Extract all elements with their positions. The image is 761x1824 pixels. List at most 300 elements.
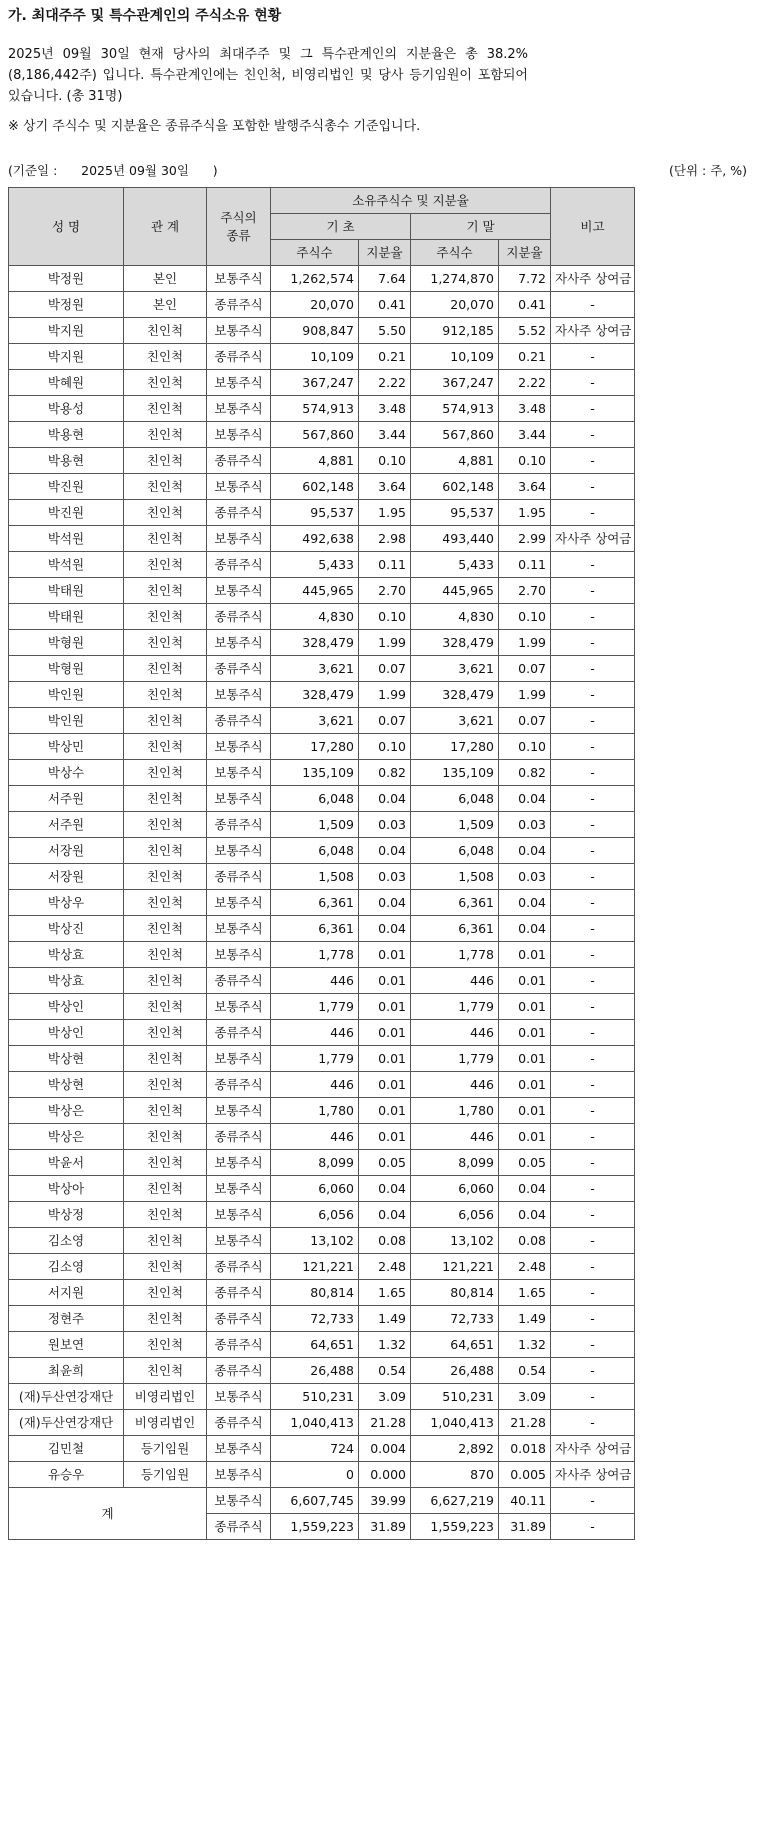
cell-end-ratio: 0.21 [499,344,551,370]
cell-end-shares: 567,860 [411,422,499,448]
cell-end-ratio: 3.48 [499,396,551,422]
cell-remark: - [551,942,635,968]
cell-stock-type: 보통주식 [207,474,271,500]
cell-begin-shares: 4,830 [271,604,359,630]
header-begin-shares: 주식수 [271,240,359,266]
cell-begin-ratio: 0.07 [359,708,411,734]
cell-end-shares: 72,733 [411,1306,499,1332]
total-begin-ratio: 39.99 [359,1488,411,1514]
cell-end-ratio: 0.01 [499,1072,551,1098]
cell-begin-shares: 492,638 [271,526,359,552]
cell-name: 서장원 [9,838,124,864]
header-remark: 비고 [551,188,635,266]
section-title: 가. 최대주주 및 특수관계인의 주식소유 현황 [8,8,282,24]
cell-end-shares: 574,913 [411,396,499,422]
cell-stock-type: 종류주식 [207,864,271,890]
table-row [9,1254,635,1280]
cell-stock-type: 종류주식 [207,1280,271,1306]
cell-name: 박상현 [9,1046,124,1072]
cell-stock-type: 보통주식 [207,266,271,292]
table-row [9,812,635,838]
cell-relation: 친인척 [124,1150,207,1176]
cell-relation: 친인척 [124,994,207,1020]
cell-begin-ratio: 3.09 [359,1384,411,1410]
cell-name: 박상효 [9,942,124,968]
cell-begin-ratio: 0.01 [359,1046,411,1072]
cell-end-shares: 3,621 [411,656,499,682]
cell-stock-type: 종류주식 [207,1332,271,1358]
cell-stock-type: 보통주식 [207,786,271,812]
cell-begin-shares: 13,102 [271,1228,359,1254]
cell-relation: 친인척 [124,318,207,344]
cell-name: 박윤서 [9,1150,124,1176]
cell-end-shares: 446 [411,1124,499,1150]
cell-begin-ratio: 0.10 [359,448,411,474]
header-end-ratio: 지분율 [499,240,551,266]
cell-remark: - [551,396,635,422]
total-begin-shares: 1,559,223 [271,1514,359,1540]
cell-stock-type: 보통주식 [207,578,271,604]
cell-name: 박정원 [9,292,124,318]
cell-begin-shares: 1,262,574 [271,266,359,292]
cell-end-shares: 493,440 [411,526,499,552]
header-stock-type [207,188,271,266]
total-begin-shares: 6,607,745 [271,1488,359,1514]
cell-stock-type: 보통주식 [207,1436,271,1462]
cell-remark: - [551,1046,635,1072]
table-row [9,1098,635,1124]
cell-relation: 친인척 [124,422,207,448]
cell-end-shares: 446 [411,1072,499,1098]
cell-begin-ratio: 0.03 [359,864,411,890]
cell-end-ratio: 0.04 [499,1176,551,1202]
table-row [9,1176,635,1202]
cell-begin-shares: 6,048 [271,838,359,864]
cell-stock-type: 종류주식 [207,552,271,578]
cell-end-ratio: 0.01 [499,994,551,1020]
cell-name: 김민철 [9,1436,124,1462]
cell-end-shares: 6,361 [411,890,499,916]
cell-name: 김소영 [9,1254,124,1280]
cell-begin-ratio: 0.10 [359,734,411,760]
cell-begin-shares: 602,148 [271,474,359,500]
cell-remark: - [551,578,635,604]
intro-paragraph: 2025년 09월 30일 현재 당사의 최대주주 및 그 특수관계인의 지분율은 총 38.2%(8,186,442주) 입니다. 특수관계인에는 친인척, 비영리법인 및 당사 등기임원이 포함되어 있습니다. (총 31명) [8,47,528,104]
cell-begin-ratio: 1.65 [359,1280,411,1306]
table-row [9,838,635,864]
cell-begin-shares: 6,361 [271,916,359,942]
table-row [9,786,635,812]
cell-remark: - [551,968,635,994]
cell-relation: 친인척 [124,1254,207,1280]
cell-begin-ratio: 0.04 [359,786,411,812]
cell-remark: - [551,1254,635,1280]
cell-relation: 친인척 [124,1306,207,1332]
cell-relation: 친인척 [124,396,207,422]
cell-end-shares: 912,185 [411,318,499,344]
cell-stock-type: 보통주식 [207,526,271,552]
table-row [9,1436,635,1462]
cell-begin-ratio: 2.22 [359,370,411,396]
cell-begin-shares: 64,651 [271,1332,359,1358]
cell-remark: - [551,1358,635,1384]
cell-relation: 친인척 [124,838,207,864]
cell-end-shares: 8,099 [411,1150,499,1176]
table-row [9,552,635,578]
table-row [9,916,635,942]
cell-name: 박상아 [9,1176,124,1202]
total-label: 계 [9,1488,207,1540]
cell-relation: 친인척 [124,942,207,968]
cell-relation: 친인척 [124,1176,207,1202]
cell-remark: - [551,1072,635,1098]
cell-name: 박상인 [9,1020,124,1046]
cell-relation: 친인척 [124,630,207,656]
cell-name: 박상수 [9,760,124,786]
cell-end-ratio: 0.41 [499,292,551,318]
cell-begin-shares: 8,099 [271,1150,359,1176]
cell-remark: - [551,1332,635,1358]
cell-stock-type: 종류주식 [207,1410,271,1436]
basis-note: ※ 상기 주식수 및 지분율은 종류주식을 포함한 발행주식총수 기준입니다. [8,119,421,134]
cell-relation: 친인척 [124,1332,207,1358]
cell-relation: 친인척 [124,864,207,890]
cell-remark: - [551,1176,635,1202]
cell-relation: 친인척 [124,604,207,630]
cell-begin-shares: 445,965 [271,578,359,604]
cell-remark: - [551,1410,635,1436]
cell-begin-shares: 80,814 [271,1280,359,1306]
cell-relation: 친인척 [124,760,207,786]
total-end-ratio: 31.89 [499,1514,551,1540]
total-stock-type: 보통주식 [207,1488,271,1514]
table-row [9,1072,635,1098]
cell-name: 원보연 [9,1332,124,1358]
cell-begin-ratio: 0.03 [359,812,411,838]
cell-end-shares: 602,148 [411,474,499,500]
cell-end-ratio: 2.48 [499,1254,551,1280]
header-begin: 기 초 [271,214,411,240]
cell-stock-type: 보통주식 [207,370,271,396]
cell-remark: - [551,630,635,656]
table-row [9,292,635,318]
cell-end-ratio: 0.10 [499,734,551,760]
cell-begin-ratio: 3.44 [359,422,411,448]
total-begin-ratio: 31.89 [359,1514,411,1540]
cell-end-ratio: 3.44 [499,422,551,448]
cell-relation: 친인척 [124,370,207,396]
table-row [9,864,635,890]
cell-begin-ratio: 0.11 [359,552,411,578]
cell-relation: 친인척 [124,1228,207,1254]
cell-end-shares: 1,779 [411,994,499,1020]
table-row [9,1410,635,1436]
cell-relation: 친인척 [124,890,207,916]
table-row [9,422,635,448]
table-row [9,396,635,422]
cell-end-ratio: 0.10 [499,448,551,474]
cell-begin-ratio: 0.05 [359,1150,411,1176]
cell-name: 박상은 [9,1124,124,1150]
cell-stock-type: 종류주식 [207,1254,271,1280]
unit-label: (단위 : 주, %) [669,163,747,178]
cell-begin-ratio: 0.41 [359,292,411,318]
cell-name: 유승우 [9,1462,124,1488]
cell-remark: - [551,708,635,734]
cell-begin-ratio: 2.48 [359,1254,411,1280]
cell-begin-shares: 6,060 [271,1176,359,1202]
cell-relation: 본인 [124,266,207,292]
cell-end-shares: 135,109 [411,760,499,786]
cell-begin-shares: 446 [271,968,359,994]
cell-begin-shares: 4,881 [271,448,359,474]
total-end-shares: 6,627,219 [411,1488,499,1514]
cell-name: 박혜원 [9,370,124,396]
cell-stock-type: 보통주식 [207,1384,271,1410]
cell-stock-type: 보통주식 [207,682,271,708]
cell-name: (재)두산연강재단 [9,1410,124,1436]
cell-end-shares: 1,509 [411,812,499,838]
cell-relation: 친인척 [124,1358,207,1384]
cell-remark: - [551,344,635,370]
table-row [9,968,635,994]
cell-stock-type: 종류주식 [207,812,271,838]
cell-end-shares: 1,274,870 [411,266,499,292]
table-row [9,708,635,734]
cell-begin-ratio: 0.01 [359,968,411,994]
cell-remark: - [551,1124,635,1150]
cell-end-ratio: 0.11 [499,552,551,578]
cell-end-ratio: 0.03 [499,864,551,890]
table-row [9,890,635,916]
cell-end-shares: 95,537 [411,500,499,526]
cell-begin-shares: 3,621 [271,708,359,734]
cell-begin-ratio: 0.04 [359,1202,411,1228]
cell-begin-shares: 20,070 [271,292,359,318]
header-end-shares: 주식수 [411,240,499,266]
cell-remark: - [551,422,635,448]
cell-end-ratio: 7.72 [499,266,551,292]
cell-name: 서장원 [9,864,124,890]
cell-remark: - [551,604,635,630]
cell-stock-type: 보통주식 [207,1176,271,1202]
cell-begin-ratio: 0.04 [359,890,411,916]
cell-begin-shares: 1,508 [271,864,359,890]
cell-stock-type: 보통주식 [207,1202,271,1228]
cell-name: 박정원 [9,266,124,292]
cell-relation: 본인 [124,292,207,318]
cell-begin-shares: 0 [271,1462,359,1488]
table-row [9,1202,635,1228]
cell-begin-ratio: 0.01 [359,942,411,968]
table-row [9,760,635,786]
cell-stock-type: 종류주식 [207,292,271,318]
cell-remark: - [551,1020,635,1046]
cell-remark: 자사주 상여금 [551,266,635,292]
cell-remark: - [551,552,635,578]
cell-stock-type: 보통주식 [207,890,271,916]
cell-relation: 친인척 [124,578,207,604]
cell-remark: - [551,864,635,890]
cell-end-ratio: 0.07 [499,656,551,682]
cell-end-ratio: 1.65 [499,1280,551,1306]
cell-begin-ratio: 0.000 [359,1462,411,1488]
cell-stock-type: 종류주식 [207,656,271,682]
cell-name: 서주원 [9,812,124,838]
cell-begin-shares: 6,361 [271,890,359,916]
cell-relation: 친인척 [124,526,207,552]
table-row [9,344,635,370]
cell-begin-ratio: 0.01 [359,1124,411,1150]
cell-remark: - [551,682,635,708]
cell-end-ratio: 0.07 [499,708,551,734]
table-row [9,526,635,552]
total-remark: - [551,1514,635,1540]
cell-end-shares: 80,814 [411,1280,499,1306]
cell-name: 박상민 [9,734,124,760]
cell-end-shares: 6,048 [411,786,499,812]
cell-begin-shares: 17,280 [271,734,359,760]
cell-relation: 비영리법인 [124,1410,207,1436]
cell-name: 김소영 [9,1228,124,1254]
cell-remark: - [551,916,635,942]
cell-begin-shares: 1,780 [271,1098,359,1124]
cell-remark: - [551,1098,635,1124]
total-stock-type: 종류주식 [207,1514,271,1540]
cell-name: 박용성 [9,396,124,422]
cell-name: 박상정 [9,1202,124,1228]
cell-end-ratio: 0.04 [499,786,551,812]
cell-relation: 등기임원 [124,1436,207,1462]
cell-end-shares: 26,488 [411,1358,499,1384]
cell-end-shares: 446 [411,968,499,994]
cell-begin-shares: 446 [271,1072,359,1098]
cell-end-shares: 1,040,413 [411,1410,499,1436]
cell-remark: 자사주 상여금 [551,526,635,552]
cell-begin-shares: 446 [271,1124,359,1150]
cell-end-ratio: 0.04 [499,1202,551,1228]
cell-relation: 친인척 [124,786,207,812]
cell-end-ratio: 1.32 [499,1332,551,1358]
cell-begin-ratio: 0.01 [359,1098,411,1124]
cell-end-shares: 10,109 [411,344,499,370]
cell-end-shares: 5,433 [411,552,499,578]
cell-stock-type: 종류주식 [207,1306,271,1332]
cell-begin-shares: 367,247 [271,370,359,396]
cell-end-ratio: 0.04 [499,916,551,942]
cell-relation: 친인척 [124,500,207,526]
cell-name: 박상현 [9,1072,124,1098]
cell-end-shares: 64,651 [411,1332,499,1358]
cell-end-shares: 121,221 [411,1254,499,1280]
cell-end-shares: 1,779 [411,1046,499,1072]
cell-name: 서주원 [9,786,124,812]
cell-begin-ratio: 0.04 [359,1176,411,1202]
cell-end-shares: 2,892 [411,1436,499,1462]
cell-remark: - [551,656,635,682]
cell-name: 박상진 [9,916,124,942]
header-end: 기 말 [411,214,551,240]
cell-end-ratio: 0.08 [499,1228,551,1254]
cell-begin-shares: 5,433 [271,552,359,578]
cell-name: 박상인 [9,994,124,1020]
cell-begin-shares: 1,778 [271,942,359,968]
cell-end-ratio: 0.04 [499,838,551,864]
cell-remark: - [551,474,635,500]
cell-begin-shares: 135,109 [271,760,359,786]
table-row [9,1046,635,1072]
cell-begin-shares: 26,488 [271,1358,359,1384]
table-row [9,630,635,656]
cell-end-shares: 20,070 [411,292,499,318]
cell-relation: 친인척 [124,1072,207,1098]
table-row [9,1228,635,1254]
cell-name: 서지원 [9,1280,124,1306]
table-row [9,994,635,1020]
table-row [9,682,635,708]
cell-begin-ratio: 2.98 [359,526,411,552]
cell-relation: 친인척 [124,1046,207,1072]
cell-begin-ratio: 0.04 [359,838,411,864]
cell-remark: - [551,734,635,760]
cell-begin-shares: 6,048 [271,786,359,812]
cell-begin-ratio: 0.21 [359,344,411,370]
cell-begin-ratio: 2.70 [359,578,411,604]
cell-relation: 비영리법인 [124,1384,207,1410]
cell-begin-ratio: 0.82 [359,760,411,786]
cell-stock-type: 보통주식 [207,760,271,786]
table-row [9,604,635,630]
cell-stock-type: 보통주식 [207,1098,271,1124]
cell-relation: 친인척 [124,734,207,760]
cell-relation: 등기임원 [124,1462,207,1488]
table-row [9,1358,635,1384]
cell-relation: 친인척 [124,552,207,578]
cell-remark: - [551,500,635,526]
cell-remark: - [551,786,635,812]
header-relation: 관 계 [124,188,207,266]
total-remark: - [551,1488,635,1514]
cell-begin-shares: 95,537 [271,500,359,526]
cell-end-ratio: 21.28 [499,1410,551,1436]
table-row [9,500,635,526]
cell-begin-shares: 3,621 [271,656,359,682]
cell-stock-type: 보통주식 [207,396,271,422]
cell-name: 박태원 [9,578,124,604]
cell-end-ratio: 0.01 [499,968,551,994]
cell-stock-type: 보통주식 [207,422,271,448]
cell-end-shares: 4,881 [411,448,499,474]
cell-relation: 친인척 [124,1098,207,1124]
cell-end-shares: 17,280 [411,734,499,760]
header-name: 성 명 [9,188,124,266]
cell-stock-type: 종류주식 [207,344,271,370]
cell-end-ratio: 3.09 [499,1384,551,1410]
cell-name: 박형원 [9,656,124,682]
table-row [9,1332,635,1358]
cell-end-ratio: 1.99 [499,630,551,656]
cell-begin-shares: 574,913 [271,396,359,422]
table-row [9,942,635,968]
cell-remark: 자사주 상여금 [551,318,635,344]
shareholding-table [8,187,635,1540]
table-row [9,318,635,344]
cell-begin-ratio: 5.50 [359,318,411,344]
cell-end-shares: 1,778 [411,942,499,968]
cell-end-ratio: 0.03 [499,812,551,838]
cell-stock-type: 보통주식 [207,1150,271,1176]
cell-stock-type: 보통주식 [207,1462,271,1488]
